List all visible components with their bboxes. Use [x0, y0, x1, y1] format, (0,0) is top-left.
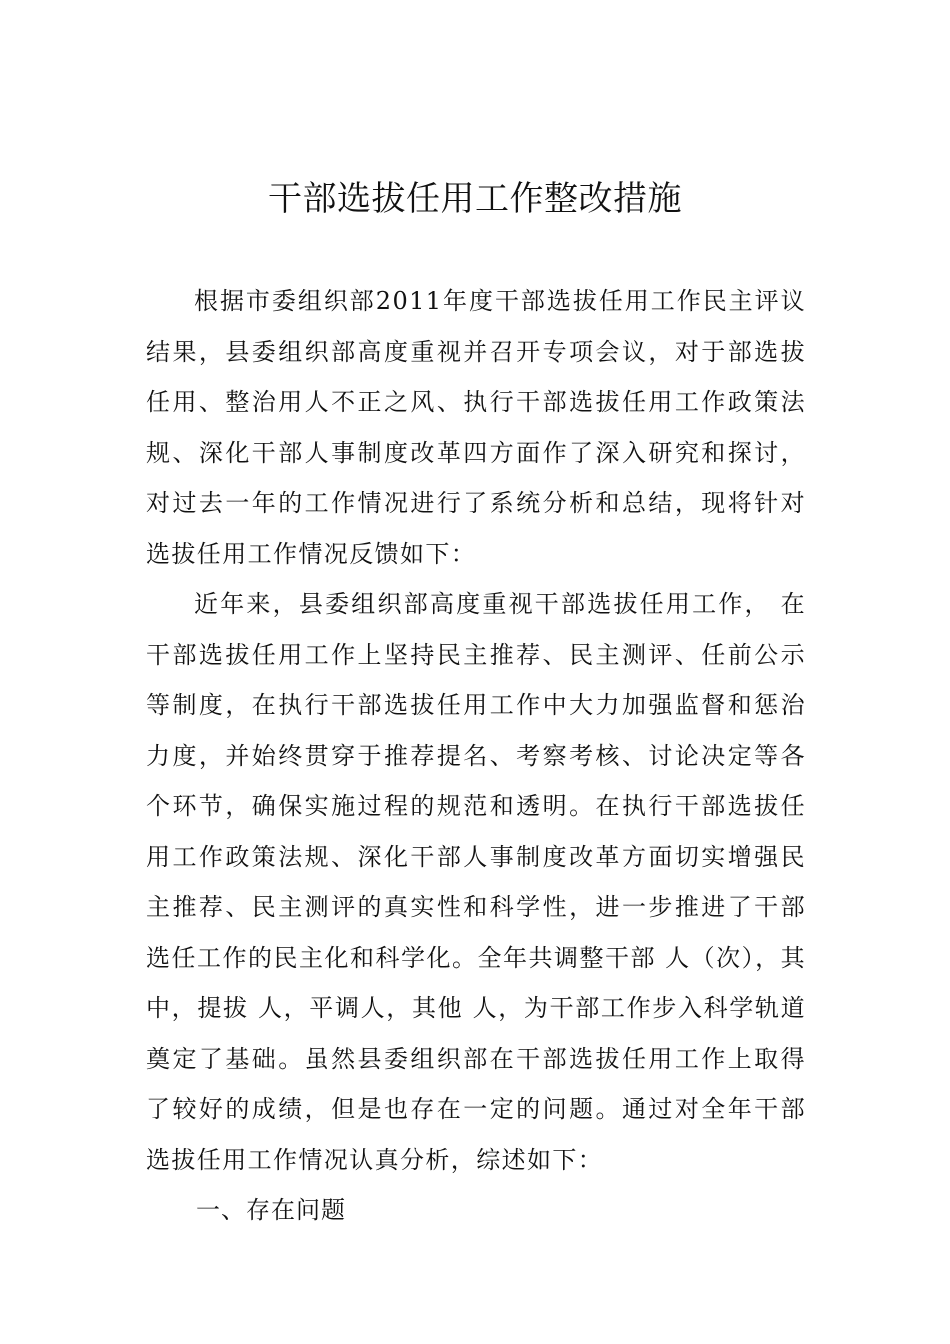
paragraph-intro: 根据市委组织部2011年度干部选拔任用工作民主评议结果，县委组织部高度重视并召开专项会议，对于部选拔任用、整治用人不正之风、执行干部选拔任用工作政策法规、深化干部人事制度改革四方面作了深入研究和探讨，对过去一年的工作情况进行了系统分析和总结，现将针对选拔任用工作情况反馈如下：	[146, 287, 806, 568]
document-body	[146, 276, 806, 1235]
section-heading: 一、存在问题	[196, 1196, 346, 1224]
document-title: 干部选拔任用工作整改措施	[268, 179, 682, 219]
paragraph-summary: 近年来，县委组织部高度重视干部选拔任用工作， 在干部选拔任用工作上坚持民主推荐、民主测评、任前公示等制度，在执行干部选拔任用工作中大力加强监督和惩治力度，并始终贯穿于推荐提名、考察考核、讨论决定等各个环节，确保实施过程的规范和透明。在执行干部选拔任用工作政策法规、深化干部人事制度改革方面切实增强民主推荐、民主测评的真实性和科学性，进一步推进了干部选任工作的民主化和科学化。全年共调整干部 人（次），其中，提拔 人，平调人，其他 人，为干部工作步入科学轨道奠定了基础。虽然县委组织部在干部选拔任用工作上取得了较好的成绩，但是也存在一定的问题。通过对全年干部选拔任用工作情况认真分析，综述如下：	[146, 590, 806, 1174]
